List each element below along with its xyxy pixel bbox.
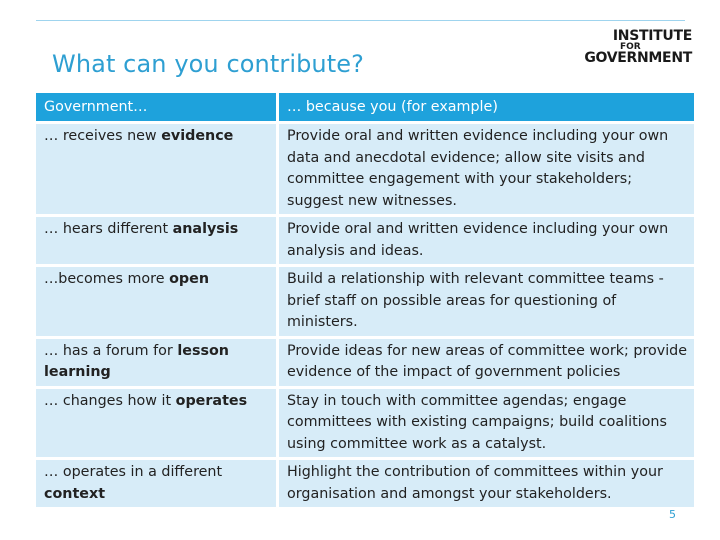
row-label-cell — [36, 389, 279, 461]
contribution-table — [36, 93, 694, 510]
row-description-cell: Highlight the contribution of committees within your organisation and amongst your stakeholders. — [279, 460, 694, 510]
table-row — [36, 389, 694, 461]
row-description-cell: Provide oral and written evidence including your own analysis and ideas. — [279, 217, 694, 267]
logo-line-2: FOR — [620, 42, 641, 52]
row-label-cell — [36, 217, 279, 267]
logo-line-1: INSTITUTE — [612, 28, 692, 44]
row-label-cell — [36, 460, 279, 510]
slide-title: What can you contribute? — [52, 50, 364, 78]
row-label-keyword: context — [44, 485, 106, 502]
table-row — [36, 124, 694, 217]
row-description-cell: Provide ideas for new areas of committee work; provide evidence of the impact of government policies — [279, 339, 694, 389]
logo-line-3: GOVERNMENT — [584, 50, 692, 66]
row-label-prefix: …becomes more — [44, 271, 170, 287]
row-label-prefix: … has a forum for — [44, 342, 178, 359]
row-description-cell: Build a relationship with relevant committee teams - brief staff on possible areas for questioning of ministers. — [279, 267, 694, 339]
table-row — [36, 267, 694, 339]
table-row — [36, 339, 694, 389]
row-label-keyword: open — [169, 271, 210, 287]
table-row — [36, 460, 694, 510]
row-label-keyword: evidence — [161, 128, 234, 144]
row-label-prefix: … changes how it — [44, 392, 176, 409]
row-label-prefix: … hears different — [44, 221, 173, 237]
row-label-prefix: … operates in a different — [44, 464, 223, 480]
institute-for-government-logo — [562, 28, 692, 68]
row-label-prefix: … receives new — [44, 128, 162, 144]
table-row — [36, 217, 694, 267]
row-label-cell — [36, 124, 279, 217]
header-because-you: … because you (for example) — [279, 93, 694, 124]
row-label-cell — [36, 267, 279, 339]
row-description-cell: Stay in touch with committee agendas; engage committees with existing campaigns; build coalitions using committee work as a catalyst. — [279, 389, 694, 461]
header-government: Government… — [36, 93, 279, 124]
row-label-keyword: analysis — [172, 221, 239, 237]
top-divider — [36, 20, 685, 21]
row-label-cell — [36, 339, 279, 389]
page-number: 5 — [669, 508, 676, 521]
table-header-row — [36, 93, 694, 124]
row-label-keyword: operates — [175, 392, 248, 409]
row-description-cell: Provide oral and written evidence including your own data and anecdotal evidence; allow site visits and committee engagement with your stakeholders; suggest new witnesses. — [279, 124, 694, 217]
row-label-keyword: lesson learning — [44, 342, 229, 380]
